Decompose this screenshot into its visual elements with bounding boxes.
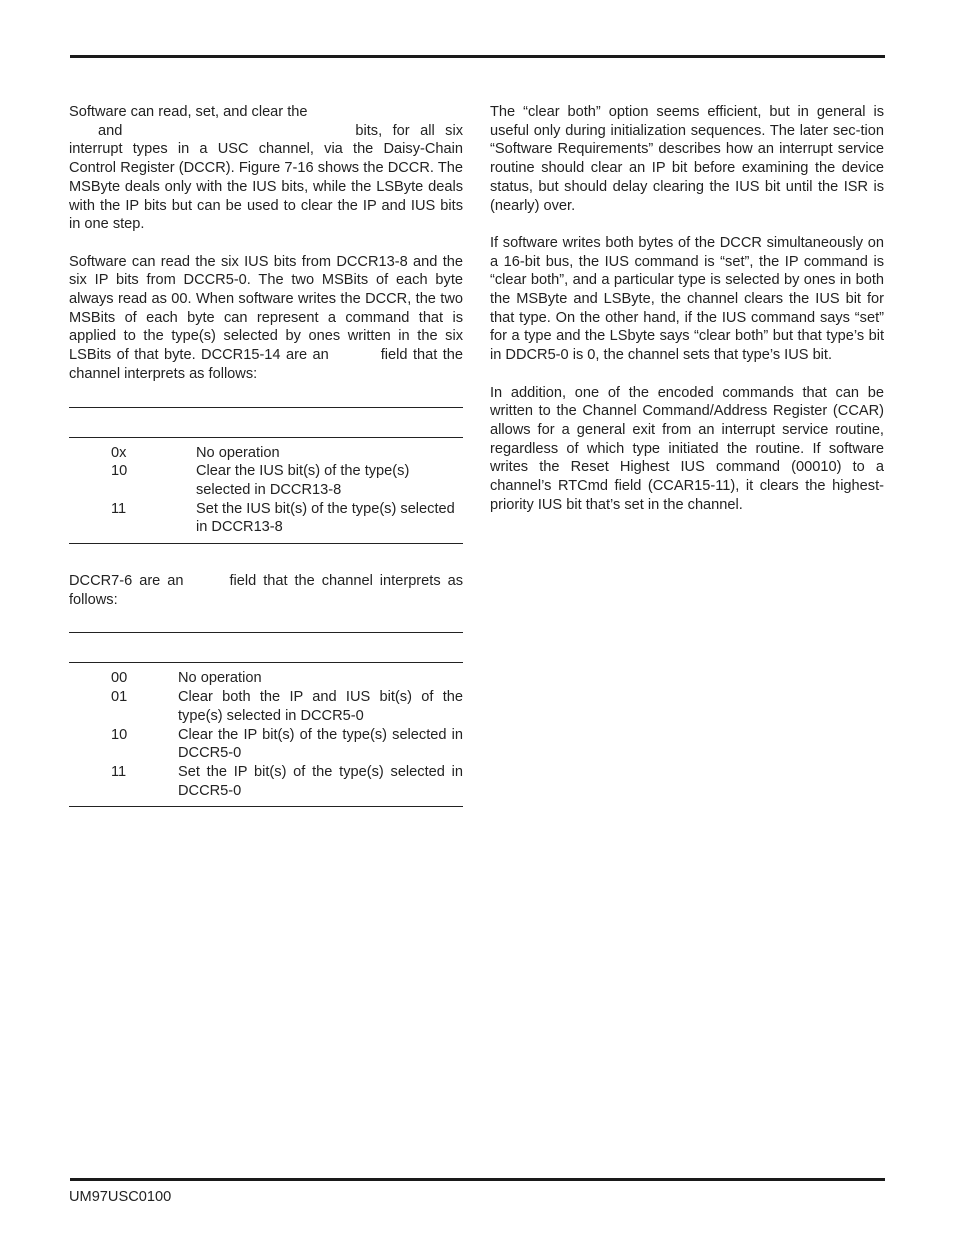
dccr76-text-b: field that the channel interprets as follows: xyxy=(69,573,464,608)
ip-command-table xyxy=(69,632,463,807)
command-code: 0x xyxy=(111,444,127,461)
ius-command-table-header xyxy=(69,407,463,438)
dccr-read-text-a: Software can read the six IUS bits from DCCR13-8 and the six IP bits from DCCR5-0. The two MSBits of each byte always read as 00. When software writes the DCCR, the two MSBits of each byte can represent a command that is applied to the type(s) selected by ones written in the six LSBits of that byte. DCCR15-14 are an xyxy=(69,253,463,364)
dccr76-text-a: DCCR7-6 are an xyxy=(69,573,184,590)
reset-highest-ius-paragraph: In addition, one of the encoded commands that can be written to the Channel Command/Address Register (CCAR) allows for a general exit from an interrupt service routine, regardless of which type initiated the routine. If software writes the Reset Highest IUS command (00010) to a channel’s RTCmd field (CCAR15-11), it clears the highest-priority IUS bit that’s set in the channel. xyxy=(490,384,884,513)
command-description: Clear both the IP and IUS bit(s) of the type(s) selected in DCCR5-0 xyxy=(178,689,463,724)
table-row xyxy=(69,462,463,499)
command-description: Set the IP bit(s) of the type(s) selected in DCCR5-0 xyxy=(178,763,463,799)
command-description: No operation xyxy=(196,444,280,461)
intro-paragraph xyxy=(69,103,463,234)
command-description: Clear the IP bit(s) of the type(s) selected in DCCR5-0 xyxy=(178,726,463,762)
command-code: 10 xyxy=(111,463,128,480)
intro-text-c: bits, for all six interrupt types in a USC channel, via the Daisy-Chain Control Register (DCCR). Figure 7-16 shows the DCCR. The MSByte deals only with the IUS bits, while the LSByte deals with the IP bits but can be used to clear the IP and IUS bits in one step. xyxy=(69,122,463,233)
ip-command-table-header xyxy=(69,632,463,663)
command-code: 01 xyxy=(111,689,128,706)
table-row xyxy=(69,669,463,688)
dccr-read-text-b: field that the channel interprets as follows: xyxy=(69,347,463,382)
clear-both-paragraph: The “clear both” option seems efficient, but in general is useful only during initialization sequences. The later sec-tion “Software Requirements” describes how an interrupt service routine should clear an IP bit before examining the device status, but should delay clearing the IUS bit until the ISR is (nearly) over. xyxy=(490,104,884,214)
dccr-read-paragraph xyxy=(69,253,463,384)
footer-rule xyxy=(70,1178,885,1181)
right-column xyxy=(490,103,884,533)
command-code: 11 xyxy=(111,500,127,517)
command-code: 00 xyxy=(111,670,128,687)
intro-text-a: Software can read, set, and clear the xyxy=(69,104,308,120)
header-rule xyxy=(70,55,885,58)
ius-command-table xyxy=(69,407,463,545)
intro-text-b: and xyxy=(98,122,123,139)
simultaneous-write-paragraph: If software writes both bytes of the DCCR simultaneously on a 16-bit bus, the IUS command is “set”, the IP command is “clear both”, and a particular type is selected by ones in both the MSByte and LSByte, the channel clears the IUS bit for that type. On the other hand, if the IUS command says “set” for a type and the LSbyte says “clear both” but that type’s bit in DDCR5-0 is 0, the channel sets that type’s IUS bit. xyxy=(490,234,884,364)
ip-command-table-body xyxy=(69,663,463,807)
command-description: No operation xyxy=(178,670,262,687)
command-description: Set the IUS bit(s) of the type(s) selected in DCCR13-8 xyxy=(196,500,455,536)
dccr76-paragraph xyxy=(69,572,463,609)
table-row xyxy=(69,444,463,463)
command-code: 10 xyxy=(111,726,128,743)
command-code: 11 xyxy=(111,763,127,780)
command-description: Clear the IUS bit(s) of the type(s) selected in DCCR13-8 xyxy=(196,463,410,498)
table-row xyxy=(69,763,463,800)
table-row xyxy=(69,726,463,763)
left-column xyxy=(69,103,463,807)
ius-command-table-body xyxy=(69,438,463,545)
table-row xyxy=(69,500,463,537)
document-code: UM97USC0100 xyxy=(69,1189,172,1205)
table-row xyxy=(69,688,463,725)
